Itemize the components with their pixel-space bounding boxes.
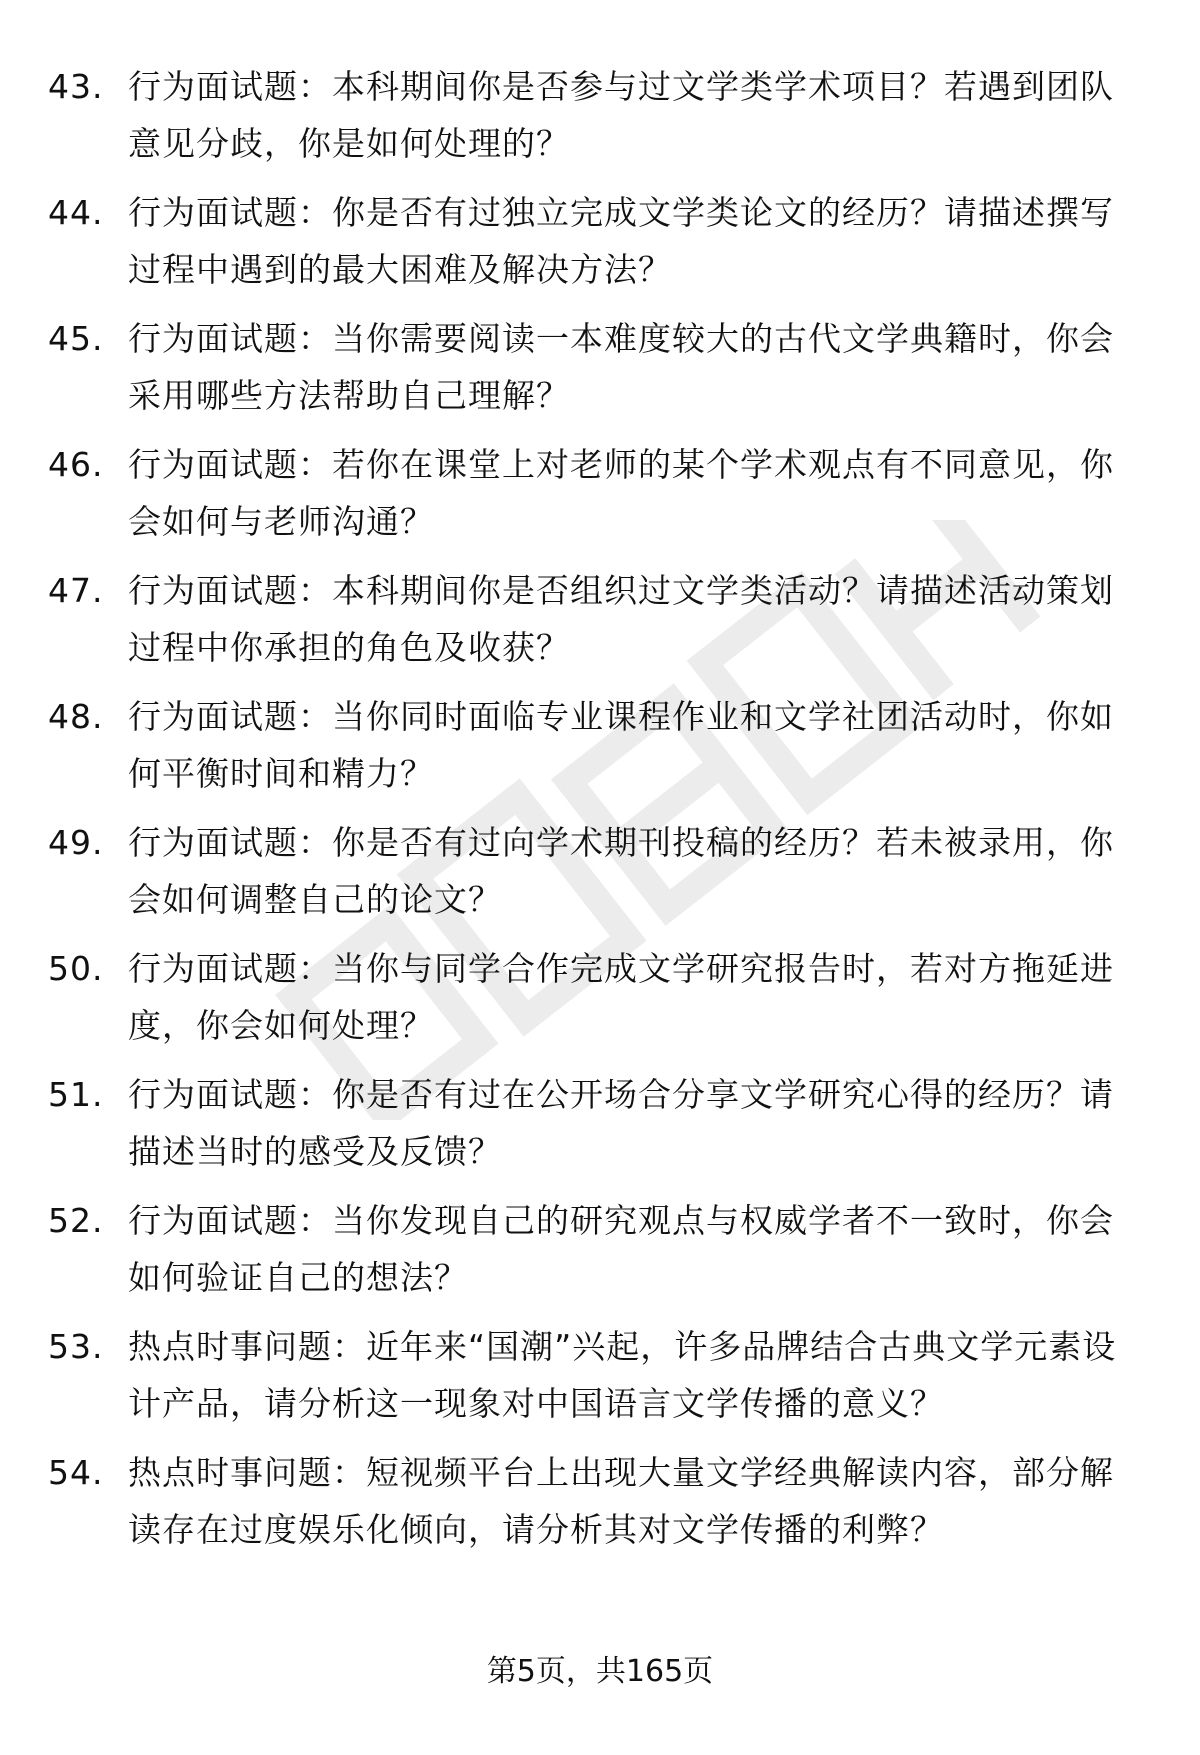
question-text: 行为面试题：本科期间你是否参与过文学类学术项目？若遇到团队意见分歧，你是如何处理的？ bbox=[128, 67, 1114, 163]
question-number: 43. bbox=[48, 67, 104, 106]
question-number: 45. bbox=[48, 319, 104, 358]
question-number: 53. bbox=[48, 1327, 104, 1366]
question-number: 52. bbox=[48, 1201, 104, 1240]
question-text: 行为面试题：你是否有过独立完成文学类论文的经历？请描述撰写过程中遇到的最大困难及解决方法？ bbox=[128, 193, 1114, 289]
question-item bbox=[48, 562, 1148, 688]
question-text: 行为面试题：若你在课堂上对老师的某个学术观点有不同意见，你会如何与老师沟通？ bbox=[128, 445, 1114, 541]
question-item bbox=[48, 1318, 1148, 1444]
question-text: 行为面试题：当你发现自己的研究观点与权威学者不一致时，你会如何验证自己的想法？ bbox=[128, 1201, 1114, 1297]
question-text: 热点时事问题：近年来“国潮”兴起，许多品牌结合古典文学元素设计产品，请分析这一现象对中国语言文学传播的意义？ bbox=[128, 1327, 1117, 1423]
question-text: 行为面试题：当你同时面临专业课程作业和文学社团活动时，你如何平衡时间和精力？ bbox=[128, 697, 1114, 793]
question-number: 50. bbox=[48, 949, 104, 988]
question-number: 48. bbox=[48, 697, 104, 736]
question-number: 44. bbox=[48, 193, 104, 232]
question-item bbox=[48, 58, 1148, 184]
question-text: 行为面试题：你是否有过在公开场合分享文学研究心得的经历？请描述当时的感受及反馈？ bbox=[128, 1075, 1114, 1171]
question-text: 行为面试题：本科期间你是否组织过文学类活动？请描述活动策划过程中你承担的角色及收获？ bbox=[128, 571, 1114, 667]
question-item bbox=[48, 184, 1148, 310]
question-text: 行为面试题：当你与同学合作完成文学研究报告时，若对方拖延进度，你会如何处理？ bbox=[128, 949, 1114, 1045]
question-number: 49. bbox=[48, 823, 104, 862]
question-text: 热点时事问题：短视频平台上出现大量文学经典解读内容，部分解读存在过度娱乐化倾向，请分析其对文学传播的利弊？ bbox=[128, 1453, 1114, 1549]
question-item bbox=[48, 310, 1148, 436]
question-text: 行为面试题：当你需要阅读一本难度较大的古代文学典籍时，你会采用哪些方法帮助自己理解？ bbox=[128, 319, 1114, 415]
question-number: 47. bbox=[48, 571, 104, 610]
question-item bbox=[48, 1066, 1148, 1192]
question-number: 51. bbox=[48, 1075, 104, 1114]
page-footer: 第5页，共165页 bbox=[486, 1654, 714, 1689]
question-number: 46. bbox=[48, 445, 104, 484]
question-text: 行为面试题：你是否有过向学术期刊投稿的经历？若未被录用，你会如何调整自己的论文？ bbox=[128, 823, 1114, 919]
question-item bbox=[48, 814, 1148, 940]
question-item bbox=[48, 940, 1148, 1066]
question-item bbox=[48, 436, 1148, 562]
question-number: 54. bbox=[48, 1453, 104, 1492]
question-item bbox=[48, 1192, 1148, 1318]
question-item bbox=[48, 688, 1148, 814]
question-list bbox=[48, 58, 1148, 1564]
question-item bbox=[48, 1444, 1148, 1564]
